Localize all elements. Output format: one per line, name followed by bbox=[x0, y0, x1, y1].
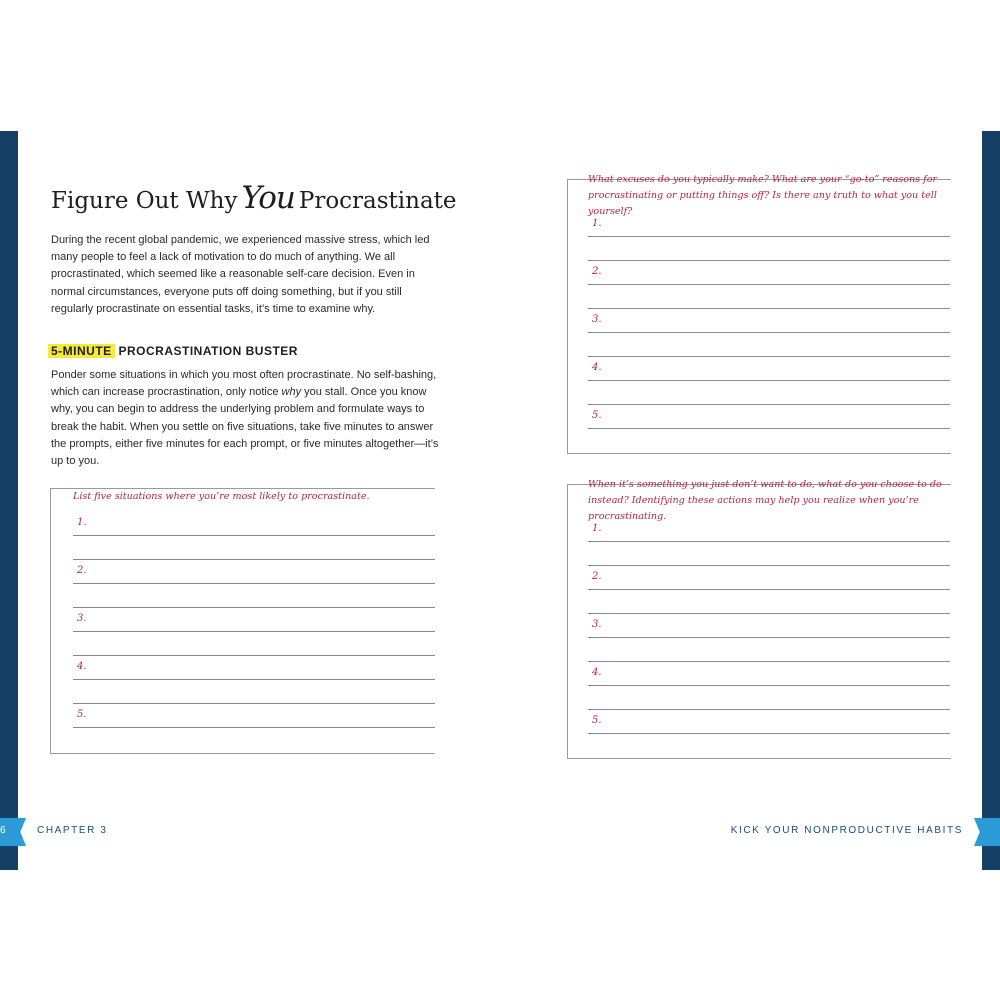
left-box-prompt: List five situations where you’re most likely to procrastinate. bbox=[73, 491, 370, 502]
right-running-footer: KICK YOUR NONPRODUCTIVE HABITS bbox=[730, 825, 963, 836]
answer-number: 2. bbox=[77, 565, 87, 576]
answer-number: 2. bbox=[592, 571, 602, 582]
ponder-italic: why bbox=[281, 386, 302, 399]
title-before: Figure Out Why bbox=[51, 188, 238, 214]
answer-line[interactable] bbox=[588, 589, 950, 590]
ponder-text-2: you stall. Once you know why, you can begin to address the underlying problem and formulate ways to break the habit. When you settle on five situations, take five minutes to answer the prompts, either five minutes for each prompt, or five minutes altogether—it’s up to you. bbox=[51, 386, 439, 468]
answer-number: 5. bbox=[592, 410, 602, 421]
answer-number: 4. bbox=[592, 362, 602, 373]
heading-rest: PROCRASTINATION BUSTER bbox=[118, 344, 298, 358]
answer-line[interactable] bbox=[588, 565, 950, 566]
ponder-text-1: Ponder some situations in which you most often procrastinate. No self-bashing, which can increase procrastination, only notice bbox=[51, 369, 437, 399]
answer-line[interactable] bbox=[73, 703, 435, 704]
right-box1-prompt: What excuses do you typically make? What are your “go-to” reasons for procrastinating or putting things off? Is there any truth to what you tell yourself? bbox=[588, 174, 938, 217]
answer-number: 3. bbox=[77, 613, 87, 624]
instructions-paragraph bbox=[51, 367, 441, 470]
answer-line[interactable] bbox=[588, 685, 950, 686]
answer-line[interactable] bbox=[73, 631, 435, 632]
answer-number: 2. bbox=[592, 266, 602, 277]
answer-line[interactable] bbox=[588, 661, 950, 662]
left-page-edge bbox=[0, 131, 18, 870]
right-page-edge bbox=[982, 131, 1000, 870]
answer-line[interactable] bbox=[73, 583, 435, 584]
answer-number: 4. bbox=[592, 667, 602, 678]
answer-number: 5. bbox=[77, 709, 87, 720]
answer-line[interactable] bbox=[73, 727, 435, 728]
answer-line[interactable] bbox=[73, 607, 435, 608]
answer-line[interactable] bbox=[73, 679, 435, 680]
answer-line[interactable] bbox=[588, 709, 950, 710]
answer-line[interactable] bbox=[588, 236, 950, 237]
answer-line[interactable] bbox=[73, 535, 435, 536]
answer-number: 1. bbox=[592, 218, 602, 229]
left-running-footer: CHAPTER 3 bbox=[37, 825, 108, 836]
answer-number: 5. bbox=[592, 715, 602, 726]
answer-line[interactable] bbox=[588, 284, 950, 285]
left-writing-box bbox=[50, 488, 435, 754]
answer-number: 4. bbox=[77, 661, 87, 672]
answer-line[interactable] bbox=[588, 733, 950, 734]
answer-number: 3. bbox=[592, 314, 602, 325]
answer-number: 3. bbox=[592, 619, 602, 630]
answer-line[interactable] bbox=[588, 332, 950, 333]
answer-line[interactable] bbox=[588, 541, 950, 542]
title-after: Procrastinate bbox=[298, 188, 457, 214]
page-number: 6 bbox=[0, 825, 6, 836]
title-script-word: You bbox=[241, 180, 295, 216]
answer-line[interactable] bbox=[588, 637, 950, 638]
answer-number: 1. bbox=[592, 523, 602, 534]
answer-line[interactable] bbox=[73, 559, 435, 560]
answer-line[interactable] bbox=[588, 308, 950, 309]
answer-number: 1. bbox=[77, 517, 87, 528]
answer-line[interactable] bbox=[588, 428, 950, 429]
answer-line[interactable] bbox=[73, 655, 435, 656]
heading-highlight: 5-MINUTE bbox=[48, 344, 115, 358]
right-page-tab bbox=[974, 818, 1000, 846]
right-writing-box-1 bbox=[567, 174, 951, 454]
answer-line[interactable] bbox=[588, 260, 950, 261]
answer-line[interactable] bbox=[588, 404, 950, 405]
answer-line[interactable] bbox=[588, 380, 950, 381]
right-box2-prompt: When it’s something you just don’t want to do, what do you choose to do instead? Identifying these actions may help you realize when you’re procrastinating. bbox=[588, 479, 942, 522]
intro-paragraph: During the recent global pandemic, we experienced massive stress, which led many people to feel a lack of motivation to do much of anything. We all procrastinated, which seemed like a reasonable self-care decision. Even in normal circumstances, everyone puts off doing something, but if you still regularly procrastinate on essential tasks, it’s time to examine why. bbox=[51, 234, 430, 315]
section-heading bbox=[51, 344, 298, 358]
page-title bbox=[51, 180, 457, 216]
answer-line[interactable] bbox=[588, 356, 950, 357]
right-writing-box-2 bbox=[567, 479, 951, 759]
answer-line[interactable] bbox=[588, 613, 950, 614]
